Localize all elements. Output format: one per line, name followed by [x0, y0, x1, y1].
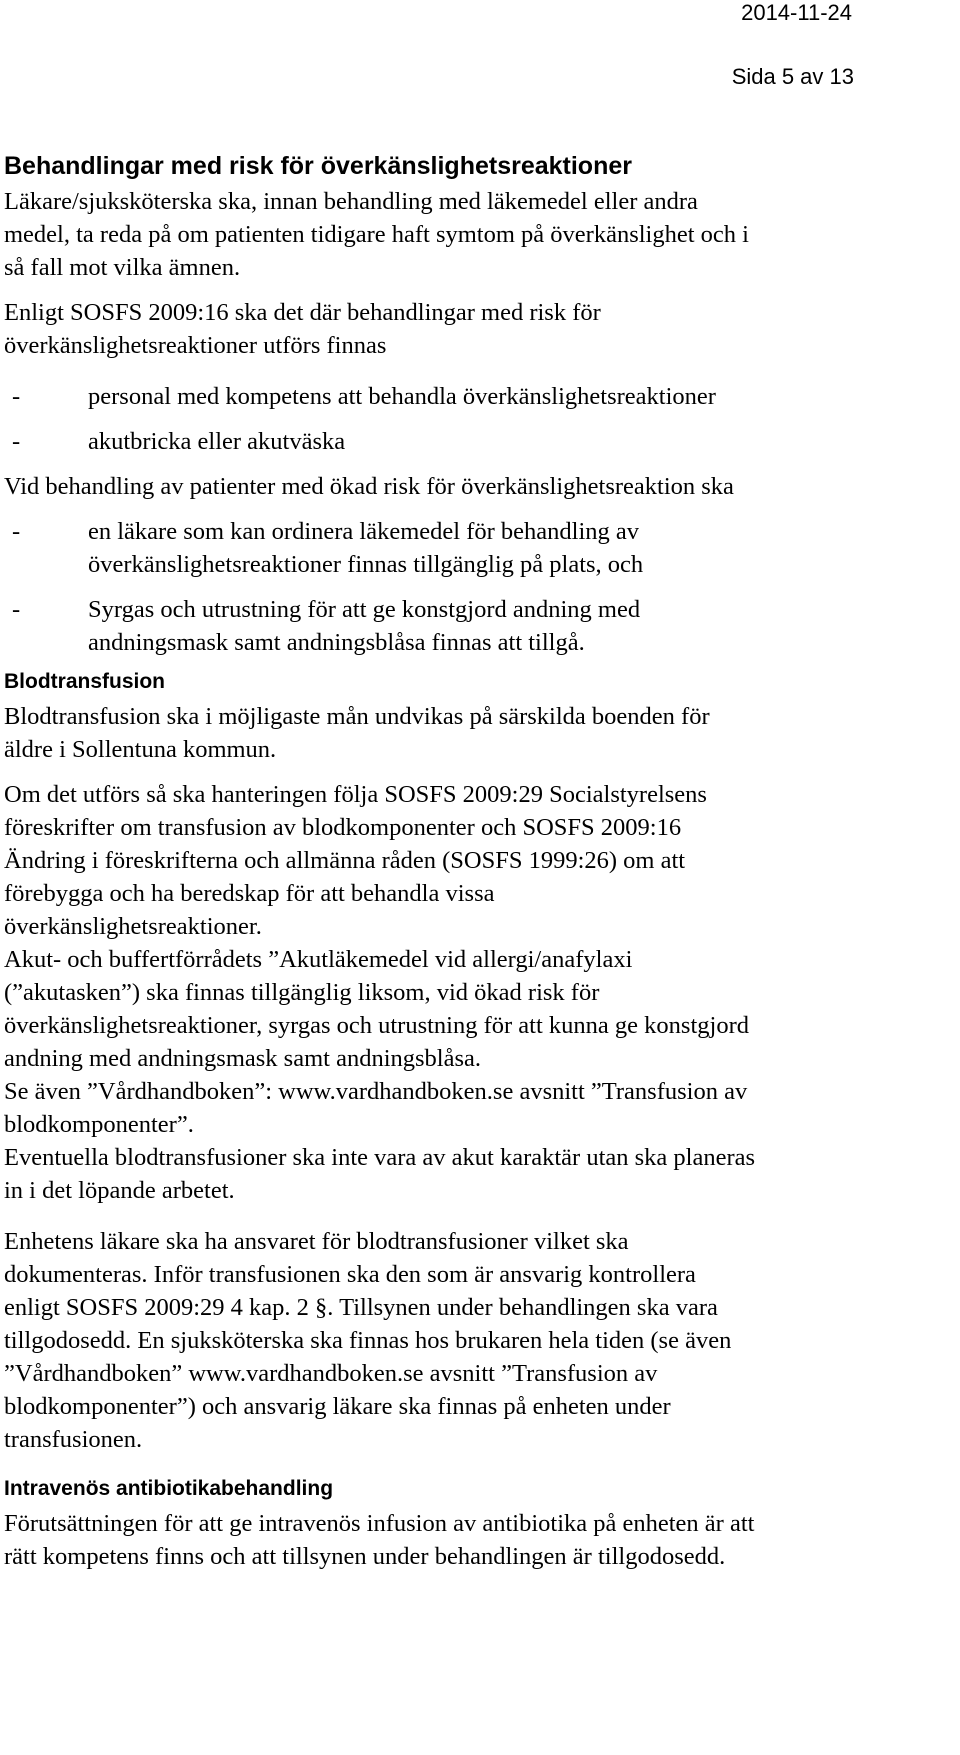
paragraph: Vid behandling av patienter med ökad risk för överkänslighetsreaktion ska	[4, 473, 734, 500]
list-item-text: en läkare som kan ordinera läkemedel för behandling av överkänslighetsreaktioner finnas tillgänglig på plats, och	[88, 518, 644, 578]
list-item	[4, 380, 956, 413]
list-item-text: personal med kompetens att behandla överkänslighetsreaktioner	[88, 383, 716, 410]
paragraph: Enligt SOSFS 2009:16 ska det där behandlingar med risk för överkänslighetsreaktioner utförs finnas	[4, 299, 601, 359]
paragraph: Läkare/sjuksköterska ska, innan behandling med läkemedel eller andra medel, ta reda på om patienten tidigare haft symtom på överkänslighet och i så fall mot vilka ämnen.	[4, 188, 749, 281]
list-item	[4, 515, 956, 581]
list-marker: -	[12, 518, 21, 545]
paragraph: Blodtransfusion ska i möjligaste mån undvikas på särskilda boenden för äldre i Sollentuna kommun.	[4, 703, 710, 763]
list-marker: -	[12, 428, 21, 455]
bullet-list	[4, 380, 956, 458]
list-item-text: akutbricka eller akutväska	[88, 428, 346, 455]
bullet-list	[4, 515, 956, 659]
paragraph: Om det utförs så ska hanteringen följa SOSFS 2009:29 Socialstyrelsens föreskrifter om transfusion av blodkomponenter och SOSFS 2009:16 Ändring i föreskrifterna och allmänna råden (SOSFS 1999:26) om att förebygga och ha beredskap för att behandla vissa överkänslighetsreaktioner. Akut- och buffertförrådets ”Akutläkemedel vid allergi/anafylaxi (”akutasken”) ska finnas tillgänglig liksom, vid ökad risk för överkänslighetsreaktioner, syrgas och utrustning för att kunna ge konstgjord andning med andningsmask samt andningsblåsa. Se även ”Vårdhandboken”: www.vardhandboken.se avsnitt ”Transfusion av blodkomponenter”. Eventuella blodtransfusioner ska inte vara av akut karaktär utan ska planeras in i det löpande arbetet.	[4, 781, 756, 1204]
section-heading-iv-antibiotics: Intravenös antibiotikabehandling	[4, 1477, 334, 1500]
paragraph: Enhetens läkare ska ha ansvaret för blodtransfusioner vilket ska dokumenteras. Inför transfusionen ska den som är ansvarig kontrollera enligt SOSFS 2009:29 4 kap. 2 §. Tillsynen under behandlingen ska vara tillgodosedd. En sjuksköterska ska finnas hos brukaren hela tiden (se även ”Vårdhandboken” www.vardhandboken.se avsnitt ”Transfusion av blodkomponenter”) och ansvarig läkare ska finnas på enheten under transfusionen.	[4, 1228, 732, 1453]
list-marker: -	[12, 596, 21, 623]
header-date: 2014-11-24	[741, 0, 852, 25]
page-number: Sida 5 av 13	[731, 64, 854, 89]
list-item	[4, 593, 956, 659]
list-marker: -	[12, 383, 21, 410]
section-heading-hypersensitivity: Behandlingar med risk för överkänslighetsreaktioner	[4, 152, 632, 180]
list-item-text: Syrgas och utrustning för att ge konstgjord andning med andningsmask samt andningsblåsa finnas att tillgå.	[88, 596, 641, 656]
list-item	[4, 425, 956, 458]
section-heading-blood-transfusion: Blodtransfusion	[4, 670, 165, 693]
document-body	[4, 150, 956, 1573]
paragraph: Förutsättningen för att ge intravenös infusion av antibiotika på enheten är att rätt kompetens finns och att tillsynen under behandlingen är tillgodosedd.	[4, 1510, 755, 1570]
